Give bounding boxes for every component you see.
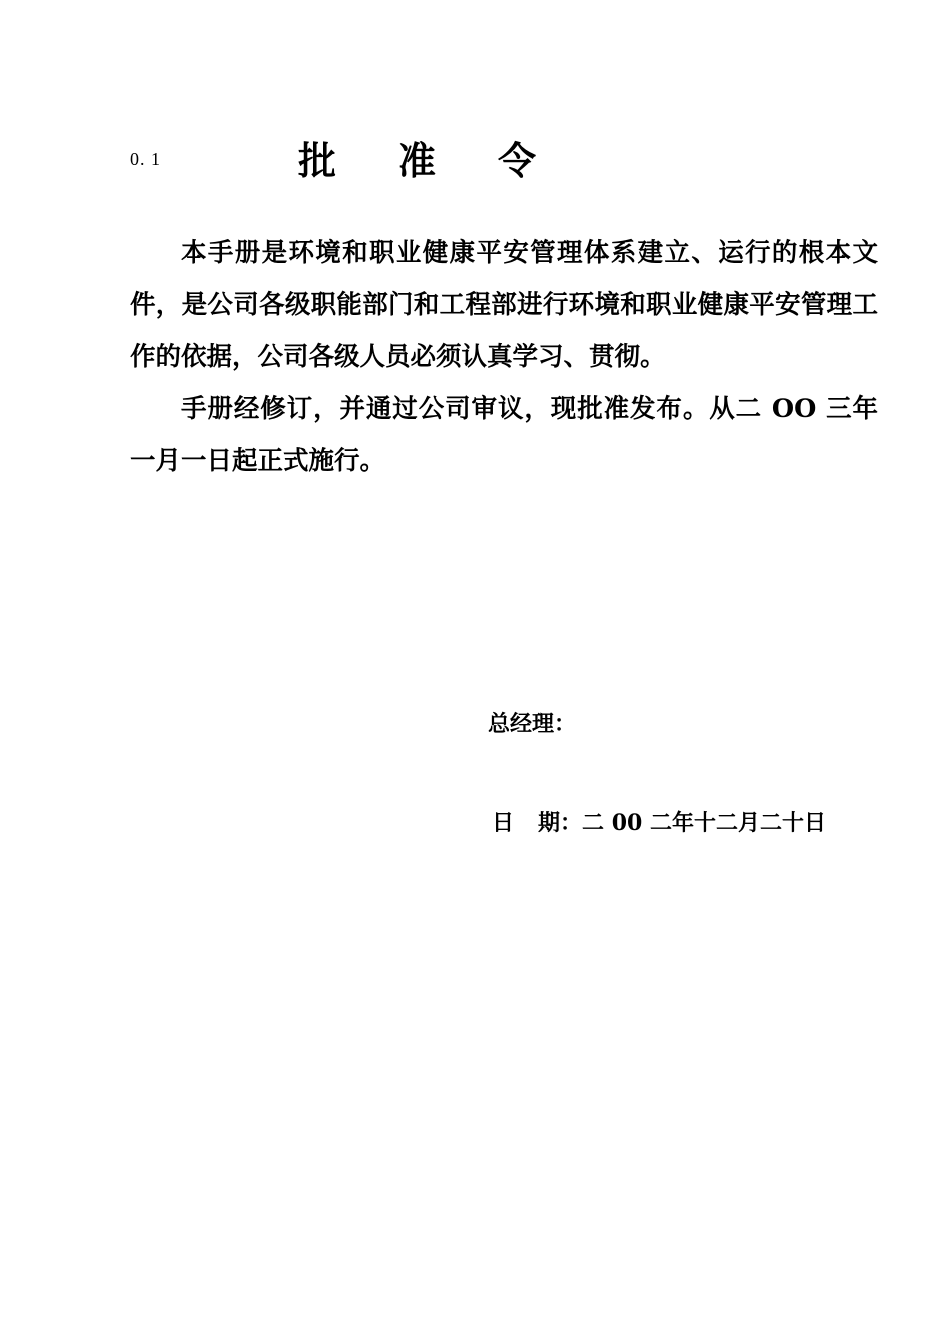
date-label-char-2: 期： bbox=[538, 810, 583, 836]
body-text bbox=[130, 227, 878, 487]
paragraph-2: 手册经修订，并通过公司审议，现批准发布。从二 OO 三年一月一日起正式施行。 bbox=[130, 394, 878, 476]
document-title bbox=[298, 130, 536, 185]
section-number: 0. 1 bbox=[130, 149, 161, 169]
date-value: 二 00 二年十二月二十日 bbox=[582, 810, 826, 836]
title-char-2: 准 bbox=[398, 138, 437, 183]
date-label-char-1: 日 bbox=[492, 810, 515, 836]
title-char-1: 批 bbox=[298, 138, 337, 183]
paragraph-1: 本手册是环境和职业健康平安管理体系建立、运行的根本文件，是公司各级职能部门和工程部进行环境和职业健康平安管理工作的依据，公司各级人员必须认真学习、贯彻。 bbox=[130, 238, 878, 372]
date-line bbox=[492, 806, 826, 837]
title-char-3: 令 bbox=[498, 138, 537, 183]
signature-label: 总经理： bbox=[488, 711, 577, 737]
